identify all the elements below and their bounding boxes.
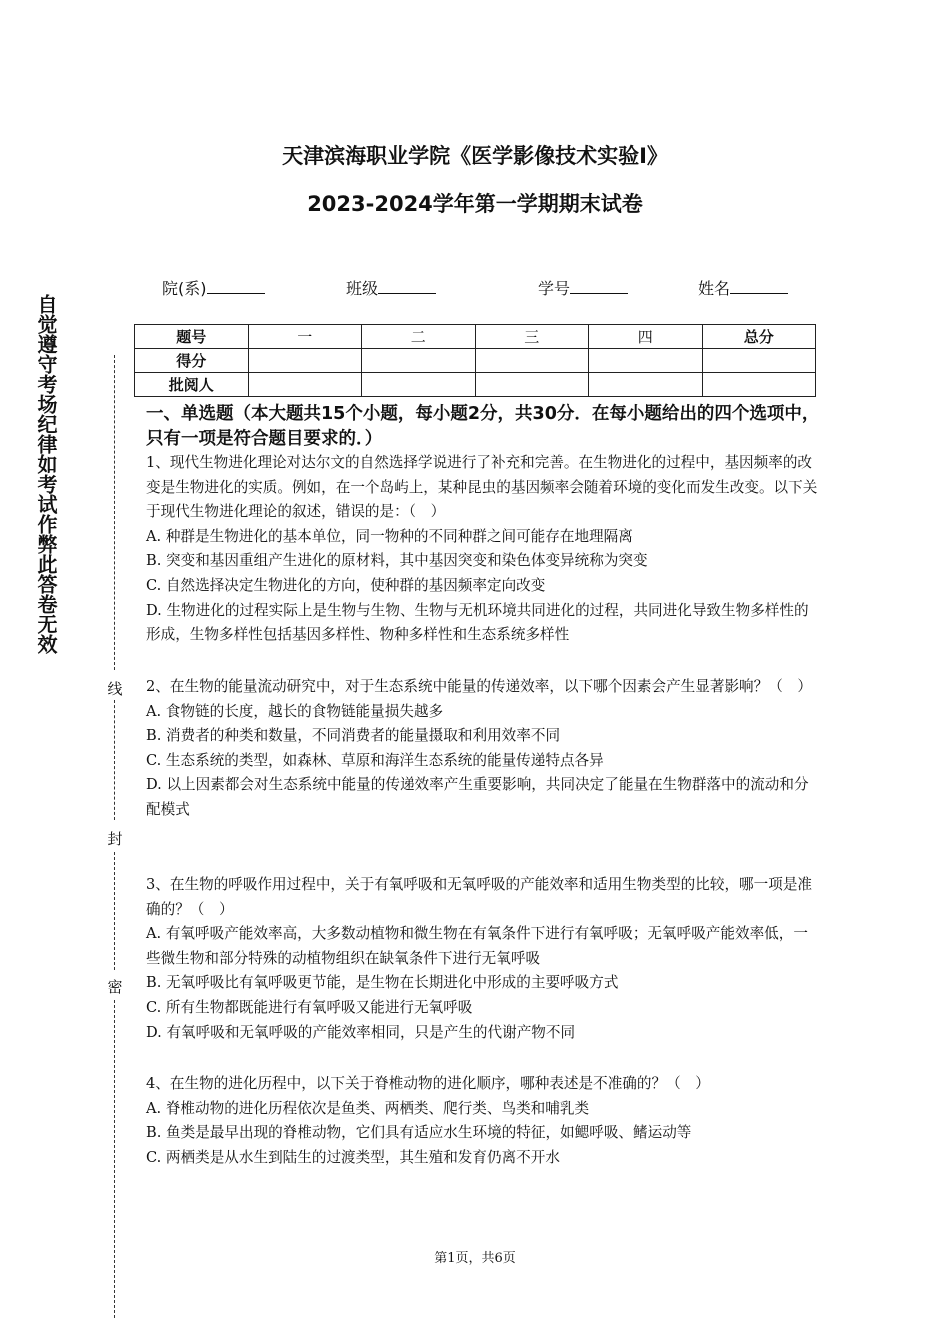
score-cell[interactable]: [475, 349, 589, 373]
score-table-header-row: [135, 325, 816, 349]
option-a[interactable]: A. 食物链的长度，越长的食物链能量损失越多: [146, 702, 444, 720]
option-c[interactable]: C. 所有生物都既能进行有氧呼吸又能进行无氧呼吸: [146, 998, 473, 1016]
option-d[interactable]: D. 以上因素都会对生态系统中能量的传递效率产生重要影响，共同决定了能量在生物群落中的流动和分配模式: [146, 776, 809, 818]
option-a[interactable]: A. 脊椎动物的进化历程依次是鱼类、两栖类、爬行类、鸟类和哺乳类: [146, 1099, 590, 1117]
option-b[interactable]: B. 鱼类是最早出现的脊椎动物，它们具有适应水生环境的特征，如鳃呼吸、鳍运动等: [146, 1124, 692, 1142]
exam-title: 天津滨海职业学院《医学影像技术实验Ⅰ》: [282, 144, 668, 168]
seal-line-char: 线: [107, 680, 123, 698]
question-stem: 4、在生物的进化历程中，以下关于脊椎动物的进化顺序，哪种表述是不准确的？（ ）: [146, 1075, 710, 1092]
grader-row-label: 批阅人: [135, 373, 249, 397]
class-label: 班级: [346, 279, 379, 298]
question-4: [146, 1072, 818, 1170]
student-id-blank[interactable]: [570, 279, 628, 294]
binding-dash-line: [114, 1000, 115, 1318]
score-row-label: 得分: [135, 349, 249, 373]
option-d[interactable]: D. 生物进化的过程实际上是生物与生物、生物与无机环境共同进化的过程，共同进化导致生物多样性的形成，生物多样性包括基因多样性、物种多样性和生态系统多样性: [146, 601, 809, 644]
department-label: 院(系): [162, 279, 207, 298]
question-2: [146, 675, 818, 823]
header-section-2: 二: [362, 325, 476, 349]
score-row: [135, 349, 816, 373]
option-a[interactable]: A. 种群是生物进化的基本单位，同一物种的不同种群之间可能存在地理隔离: [146, 527, 633, 545]
question-stem: 1、现代生物进化理论对达尔文的自然选择学说进行了补充和完善。在生物进化的过程中，基因频率的改变是生物进化的实质。例如，在一个岛屿上，某种昆虫的基因频率会随着环境的变化而发生改变。以下关于现代生物进化理论的叙述，错误的是：（ ）: [146, 454, 818, 521]
binding-dash-line: [114, 355, 115, 670]
score-table: [134, 324, 816, 397]
page-number: 第1页，共6页: [434, 1251, 516, 1266]
score-cell[interactable]: [589, 349, 703, 373]
name-blank[interactable]: [730, 279, 788, 294]
header-question-no: 题号: [135, 325, 249, 349]
option-c[interactable]: C. 两栖类是从水生到陆生的过渡类型，其生殖和发育仍离不开水: [146, 1148, 560, 1166]
option-b[interactable]: B. 突变和基因重组产生进化的原材料，其中基因突变和染色体变异统称为突变: [146, 552, 648, 570]
department-field: [162, 276, 265, 299]
option-b[interactable]: B. 无氧呼吸比有氧呼吸更节能，是生物在长期进化中形成的主要呼吸方式: [146, 974, 619, 992]
class-field: [346, 276, 436, 299]
score-cell[interactable]: [248, 349, 362, 373]
header-section-4: 四: [589, 325, 703, 349]
option-b[interactable]: B. 消费者的种类和数量，不同消费者的能量摄取和利用效率不同: [146, 727, 561, 745]
seal-mi-char: 密: [107, 978, 123, 996]
seal-feng-char: 封: [107, 830, 123, 848]
header-total: 总分: [702, 325, 816, 349]
grader-cell[interactable]: [702, 373, 816, 397]
exam-discipline-warning: 自觉遵守考场纪律如考试作弊此答卷无效: [34, 294, 58, 654]
student-id-label: 学号: [538, 279, 571, 298]
exam-subtitle: 2023-2024学年第一学期期末试卷: [307, 192, 643, 216]
question-stem: 3、在生物的呼吸作用过程中，关于有氧呼吸和无氧呼吸的产能效率和适用生物类型的比较，哪一项是准确的？（ ）: [146, 876, 813, 918]
header-section-1: 一: [248, 325, 362, 349]
grader-cell[interactable]: [362, 373, 476, 397]
grader-cell[interactable]: [248, 373, 362, 397]
grader-cell[interactable]: [475, 373, 589, 397]
question-stem: 2、在生物的能量流动研究中，对于生态系统中能量的传递效率，以下哪个因素会产生显著影响？（ ）: [146, 678, 813, 695]
grader-cell[interactable]: [589, 373, 703, 397]
header-section-3: 三: [475, 325, 589, 349]
grader-row: [135, 373, 816, 397]
option-c[interactable]: C. 生态系统的类型，如森林、草原和海洋生态系统的能量传递特点各异: [146, 751, 604, 769]
option-a[interactable]: A. 有氧呼吸产能效率高，大多数动植物和微生物在有氧条件下进行有氧呼吸；无氧呼吸产能效率低，一些微生物和部分特殊的动植物组织在缺氧条件下进行无氧呼吸: [146, 925, 808, 967]
option-c[interactable]: C. 自然选择决定生物进化的方向，使种群的基因频率定向改变: [146, 576, 546, 594]
name-label: 姓名: [698, 279, 731, 298]
binding-dash-line: [114, 852, 115, 970]
name-field: [698, 276, 788, 299]
score-cell[interactable]: [362, 349, 476, 373]
department-blank[interactable]: [207, 279, 265, 294]
class-blank[interactable]: [378, 279, 436, 294]
question-1: [146, 451, 818, 648]
question-3: [146, 873, 818, 1045]
student-id-field: [538, 276, 628, 299]
binding-dash-line: [114, 700, 115, 820]
section-1-heading: 一、单选题（本大题共15个小题，每小题2分，共30分．在每小题给出的四个选项中，只有一项是符合题目要求的．）: [146, 404, 820, 449]
option-d[interactable]: D. 有氧呼吸和无氧呼吸的产能效率相同，只是产生的代谢产物不同: [146, 1023, 576, 1041]
score-cell[interactable]: [702, 349, 816, 373]
